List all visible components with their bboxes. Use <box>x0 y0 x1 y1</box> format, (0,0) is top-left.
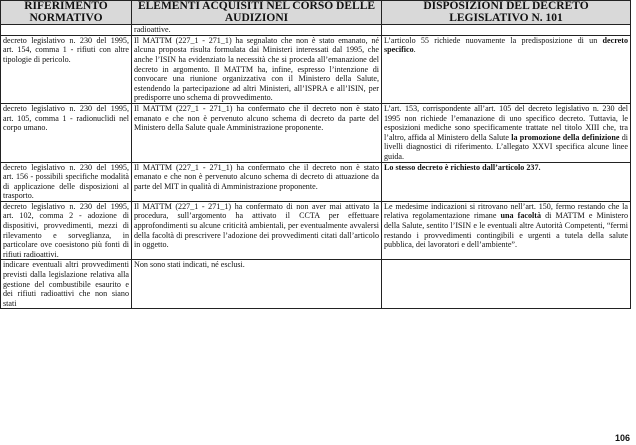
header-elementi: ELEMENTI ACQUISITI NEL CORSO DELLE AUDIZIONI <box>132 1 382 25</box>
disp-bold-text: una facoltà <box>500 211 542 221</box>
carryover-disp-cell <box>382 25 631 36</box>
disp-text: L’articolo 55 richiede nuovamente la predisposizione di un <box>384 35 603 45</box>
ref-cell: decreto legislativo n. 230 del 1995, art. 102, comma 2 - adozione di dispositivi, provvedimenti, mezzi di rilevamento e sorveglianza, in particolare ove coesistono più fonti di rifiuti radioattivi. <box>1 201 132 260</box>
disp-text: di livelli diagnostici di riferimento. L’allegato XXVI specifica alcune linee guida. <box>384 132 628 161</box>
carryover-row <box>1 25 631 36</box>
audizioni-cell: Non sono stati indicati, né esclusi. <box>132 260 382 309</box>
audizioni-cell: Il MATTM (227_1 - 271_1) ha confermato che il decreto non è stato emanato e che non è pervenuto alcuno schema di decreto da parte del Ministero della Salute quale Amministrazione proponente. <box>132 103 382 162</box>
table-row <box>1 260 631 309</box>
disp-text: di MATTM e Ministero della Salute, sentito l’ISIN e le eventuali altre Autorità Competenti, “fermi restando i provvedimenti contingibili e urgenti a tutela della salute pubblica, dei lavoratori e dell’ambiente”. <box>384 211 628 250</box>
carryover-ref-cell <box>1 25 132 36</box>
disposizioni-cell <box>382 201 631 260</box>
audizioni-cell: Il MATTM (227_1 - 271_1) ha confermato che il decreto non è stato emanato e che non è pervenuto alcuno schema di decreto di attuazione da parte del MIT in qualità di Amministrazione proponente. <box>132 162 382 201</box>
table-header-row <box>1 1 631 25</box>
disp-text: Le medesime indicazioni si ritrovano nell’art. 150, fermo restando che la relativa regolamentazione rimane <box>384 201 628 221</box>
table-row <box>1 35 631 103</box>
disposizioni-cell <box>382 162 631 201</box>
ref-cell: decreto legislativo n. 230 del 1995, art. 156 - possibili specifiche modalità di applicazione delle disposizioni al trasporto. <box>1 162 132 201</box>
disposizioni-cell <box>382 35 631 103</box>
disposizioni-cell <box>382 260 631 309</box>
disposizioni-cell <box>382 103 631 162</box>
ref-cell: indicare eventuali altri provvedimenti previsti dalla legislazione relativa alla gestione del combustibile esaurito e dei rifiuti radioattivi che non siano stati <box>1 260 132 309</box>
header-disposizioni: DISPOSIZIONI DEL DECRETO LEGISLATIVO N. 101 <box>382 1 631 25</box>
disp-bold-text: decreto specifico <box>384 35 628 55</box>
disp-text: L’art. 153, corrispondente all’art. 105 del decreto legislativo n. 230 del 1995 non richiede l’emanazione di uno specifico decreto. Tuttavia, le esposizioni mediche sono specificamente trattate nel titolo XIII che, tra l’altro, affida al Ministero della Salute <box>384 103 628 142</box>
page-number: 106 <box>614 433 630 443</box>
audizioni-cell: Il MATTM (227_1 - 271_1) ha confermato di non aver mai attivato la procedura, sull’argomento ha attivato il CCTA per effettuare approfondimenti su alcune criticità ambientali, per eventualmente avvalersi della facoltà di prescrivere l’adozione dei provvedimenti citati dall’articolo in oggetto. <box>132 201 382 260</box>
ref-cell: decreto legislativo n. 230 del 1995, art. 105, comma 1 - radionuclidi nel corpo umano. <box>1 103 132 162</box>
disp-bold-text: Lo stesso decreto è richiesto dall’articolo 237. <box>384 162 541 172</box>
audizioni-cell: Il MATTM (227_1 - 271_1) ha segnalato che non è stato emanato, né alcuna proposta risulta formulata dai Ministeri interessati dal 1995, che anche l’ISIN ha evidenziato la necessità che si proceda all’emanazione del decreto in argomento. Il MATTM ha, infine, espresso l’intenzione di convocare una riunione organizzativa con il Ministero della Salute, estendendo la partecipazione ad altri Ministeri, all’ISPRA e all’ISIN, per predisporre uno schema di provvedimento. <box>132 35 382 103</box>
header-riferimento: RIFERIMENTO NORMATIVO <box>1 1 132 25</box>
table-row <box>1 103 631 162</box>
ref-cell: decreto legislativo n. 230 del 1995, art. 154, comma 1 - rifiuti con altre tipologie di pericolo. <box>1 35 132 103</box>
table-row <box>1 201 631 260</box>
carryover-text: radioattive. <box>132 25 382 36</box>
table-row <box>1 162 631 201</box>
disp-bold-text: la promozione della definizione <box>511 132 620 142</box>
disp-text: . <box>413 45 416 55</box>
